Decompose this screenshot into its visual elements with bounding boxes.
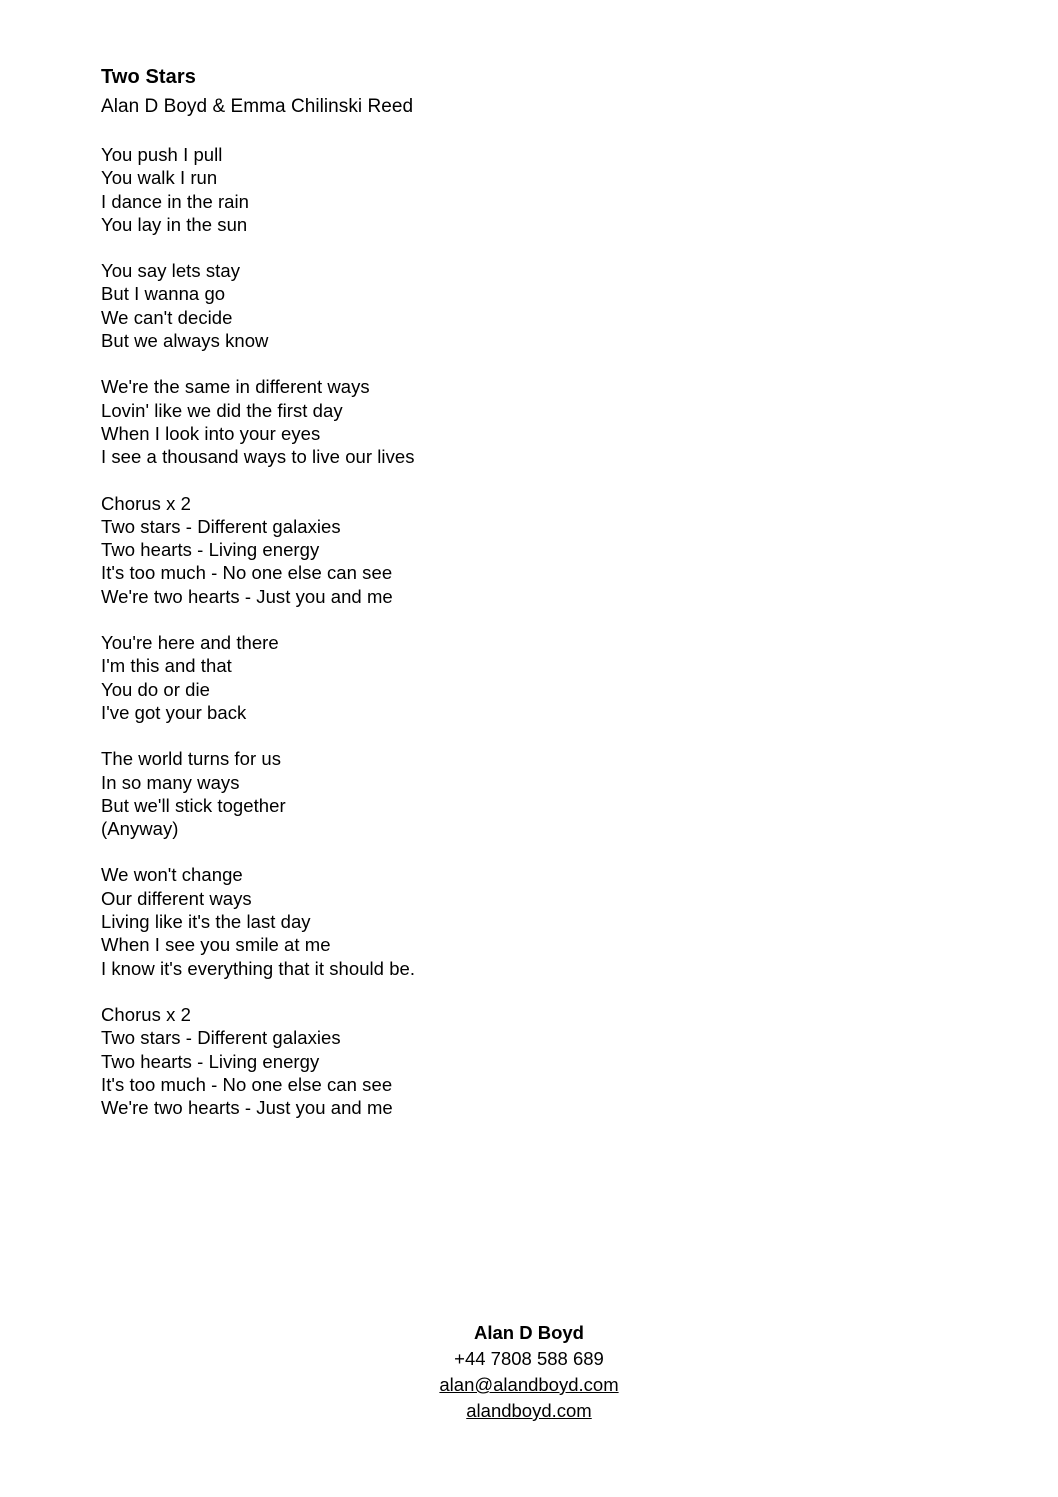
lyric-line: Chorus x 2 (101, 492, 191, 514)
lyric-line: When I see you smile at me (101, 934, 331, 956)
lyric-line: Chorus x 2 (101, 1003, 191, 1025)
page-title: Two Stars (101, 66, 196, 88)
document-footer (0, 1320, 1058, 1424)
song-authors: Alan D Boyd & Emma Chilinski Reed (101, 96, 414, 117)
stanza-3 (101, 375, 961, 468)
footer-author-name: Alan D Boyd (474, 1322, 584, 1343)
lyric-line: Two stars - Different galaxies (101, 515, 341, 537)
lyric-line: I'm this and that (101, 655, 232, 677)
lyric-line: It's too much - No one else can see (101, 1073, 393, 1095)
lyric-line: You push I pull (101, 144, 223, 165)
lyric-line: When I look into your eyes (101, 422, 321, 444)
stanza-5 (101, 747, 961, 840)
lyric-line: I know it's everything that it should be. (101, 957, 416, 979)
footer-email-link[interactable]: alan@alandboyd.com (439, 1374, 619, 1395)
lyric-line: But I wanna go (101, 283, 226, 305)
stanza-6 (101, 863, 961, 979)
lyric-line: You say lets stay (101, 260, 240, 282)
stanza-chorus-2 (101, 1003, 961, 1119)
lyric-line: We're the same in different ways (101, 376, 370, 398)
lyric-line: It's too much - No one else can see (101, 562, 393, 584)
stanza-1 (101, 143, 961, 236)
lyric-line: You walk I run (101, 167, 218, 189)
lyric-line: Two hearts - Living energy (101, 1050, 320, 1072)
lyric-line: We won't change (101, 864, 243, 886)
stanza-2 (101, 259, 961, 352)
stanza-4 (101, 631, 961, 724)
lyric-line: But we'll stick together (101, 794, 286, 816)
lyric-line: You're here and there (101, 632, 279, 654)
lyric-line: We're two hearts - Just you and me (101, 585, 393, 607)
lyric-line: The world turns for us (101, 748, 282, 770)
stanza-chorus-1 (101, 492, 961, 608)
lyric-line: I've got your back (101, 701, 247, 723)
lyric-line: Lovin' like we did the first day (101, 399, 343, 421)
lyric-line: But we always know (101, 330, 269, 352)
lyric-line: We can't decide (101, 306, 233, 328)
lyric-line: I see a thousand ways to live our lives (101, 446, 415, 468)
lyric-line: Our different ways (101, 887, 252, 909)
footer-phone: +44 7808 588 689 (454, 1348, 604, 1369)
lyric-line: Two stars - Different galaxies (101, 1027, 341, 1049)
lyric-line: You do or die (101, 678, 211, 700)
lyric-line: (Anyway) (101, 818, 179, 840)
lyrics-body (101, 62, 961, 1119)
lyric-line: Two hearts - Living energy (101, 539, 320, 561)
lyric-line: We're two hearts - Just you and me (101, 1097, 393, 1119)
footer-website-link[interactable]: alandboyd.com (466, 1400, 592, 1421)
lyric-line: You lay in the sun (101, 213, 248, 235)
lyric-line: I dance in the rain (101, 190, 250, 212)
lyric-line: Living like it's the last day (101, 911, 311, 933)
lyric-line: In so many ways (101, 771, 240, 793)
